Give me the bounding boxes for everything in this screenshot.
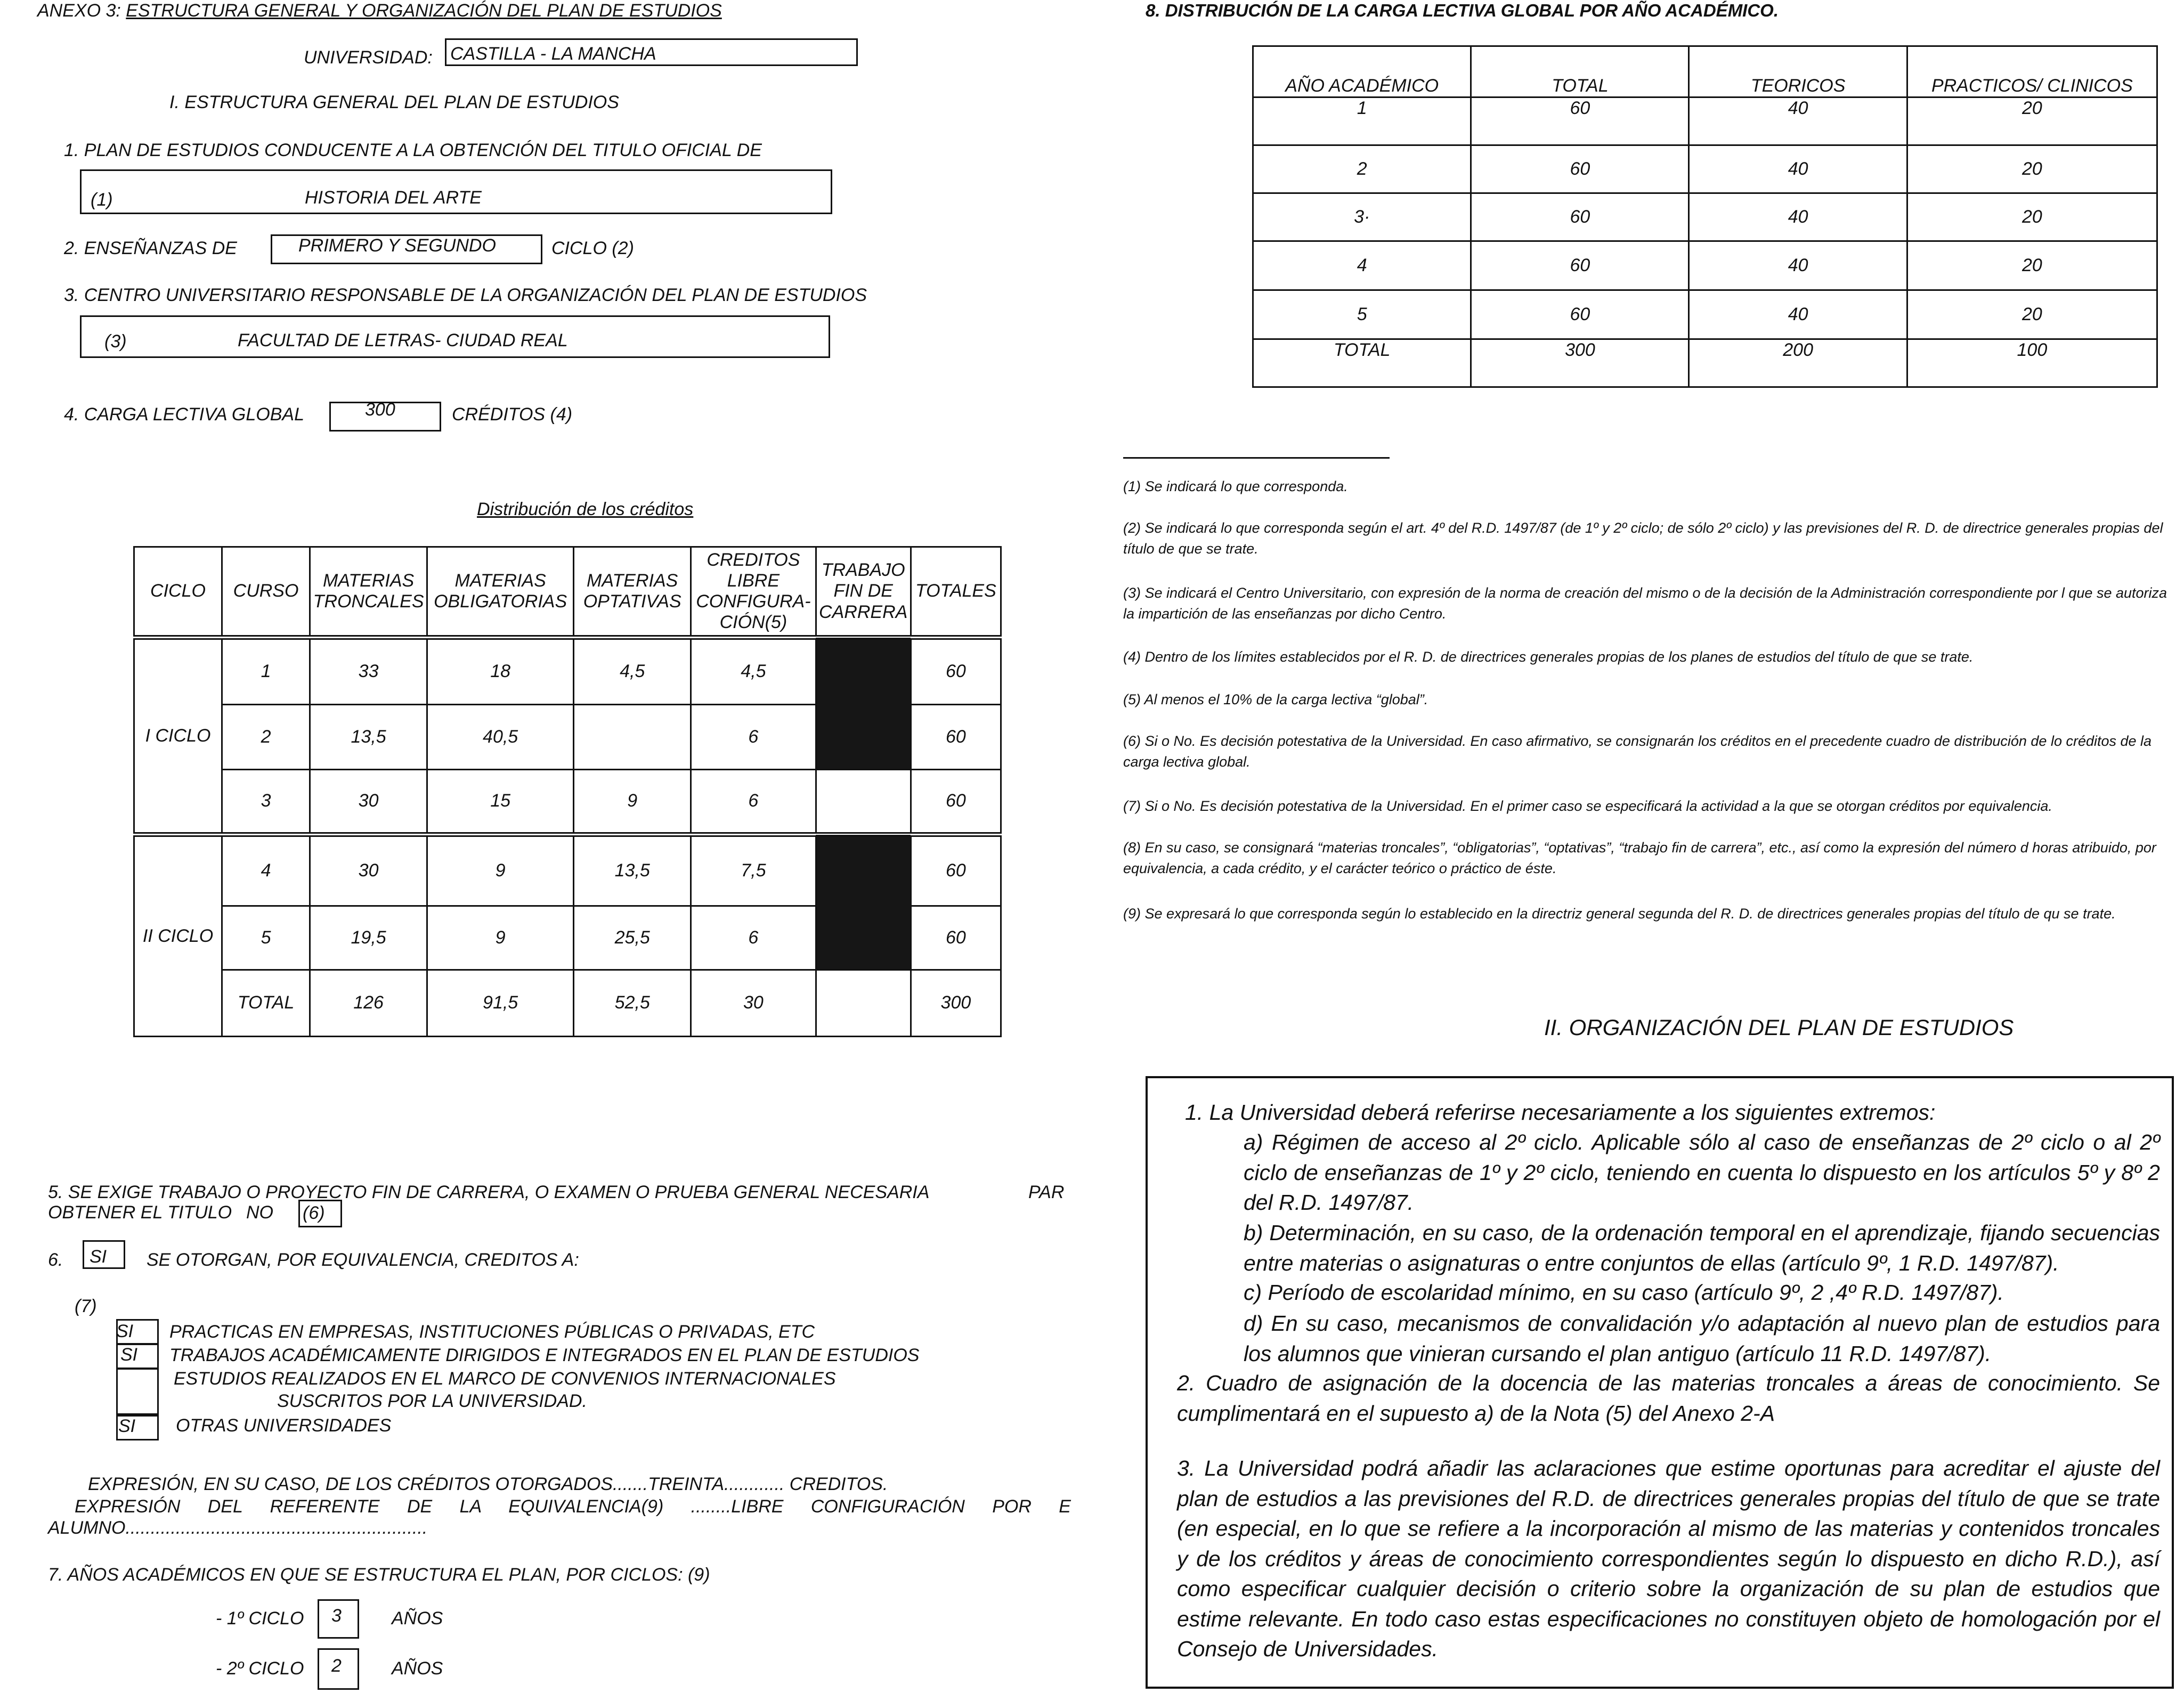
table-row bbox=[1253, 97, 2157, 145]
footnote-5: (5) Al menos el 10% de la carga lectiva “global”. bbox=[1123, 691, 1428, 707]
item1-ref: (1) bbox=[91, 190, 113, 210]
annex-heading bbox=[37, 0, 722, 22]
load-row3-total: 60 bbox=[1471, 193, 1689, 241]
org-point-a: a) Régimen de acceso al 2º ciclo. Aplicable sólo al caso de enseñanzas de 2º ciclo o al 2º ciclo de enseñanzas de 1º y 2º ciclo, teniendo en cuenta lo dispuesto en los artículos 5º y 8º 2 del R.D. 1497/87. bbox=[1244, 1130, 2160, 1215]
cycle2-years-unit: AÑOS bbox=[392, 1658, 443, 1679]
table-row bbox=[134, 835, 1001, 906]
total-obligatorias: 91,5 bbox=[427, 970, 574, 1037]
item6-number: 6. bbox=[48, 1250, 63, 1270]
distribution-title: Distribución de los créditos bbox=[477, 499, 694, 519]
load-row2-teoricos: 40 bbox=[1689, 145, 1907, 193]
item3-ref: (3) bbox=[104, 331, 127, 352]
load-row1-year: 1 bbox=[1253, 97, 1471, 145]
load-row1-total: 60 bbox=[1471, 97, 1689, 145]
total-curso: TOTAL bbox=[222, 970, 310, 1037]
load-header-teoricos: TEORICOS bbox=[1689, 46, 1907, 97]
row5-totales: 60 bbox=[911, 906, 1001, 970]
equiv-label-1: PRACTICAS EN EMPRESAS, INSTITUCIONES PÚBLICAS O PRIVADAS, ETC bbox=[169, 1322, 815, 1342]
header-obligatorias: MATERIAS OBLIGATORIAS bbox=[427, 547, 574, 638]
row3-obligatorias: 15 bbox=[427, 770, 574, 835]
org-point-b: b) Determinación, en su caso, de la ordenación temporal en el aprendizaje, fijando secuencias entre materias o asignaturas o entre conjuntos de ellas (artículo 9º, 1 R.D. 1497/87). bbox=[1244, 1220, 2160, 1275]
footnote-9: (9) Se expresará lo que corresponda según lo establecido en la directriz general segunda del R. D. de directrices generales propias del título de qu se trate. bbox=[1123, 906, 2116, 922]
footnote-6: (6) Si o No. Es decisión potestativa de la Universidad. En caso afirmativo, se consignarán los créditos en el precedente cuadro de distribución de lo créditos de la carga lectiva global. bbox=[1123, 733, 2152, 770]
expression-reference: EXPRESIÓN DEL REFERENTE DE LA EQUIVALENCIA(9) ........LIBRE CONFIGURACIÓN POR E bbox=[75, 1496, 1071, 1517]
footnote-3: (3) Se indicará el Centro Universitario, con expresión de la norma de creación del mismo o de la decisión de la Administración correspondiente por l que se autoriza la impartición de las enseñanzas por dicho Centro. bbox=[1123, 585, 2167, 622]
row3-troncales: 30 bbox=[310, 770, 427, 835]
load-row1-teoricos: 40 bbox=[1689, 97, 1907, 145]
academic-load-table bbox=[1252, 45, 2158, 388]
org-point-1: 1. La Universidad deberá referirse necesariamente a los siguientes extremos: bbox=[1185, 1100, 1936, 1125]
header-curso: CURSO bbox=[222, 547, 310, 638]
row1-totales: 60 bbox=[911, 638, 1001, 705]
header-totales: TOTALES bbox=[911, 547, 1001, 638]
load-header-practicos: PRACTICOS/ CLINICOS bbox=[1907, 46, 2157, 97]
trabajo-redacted-2 bbox=[816, 835, 911, 970]
org-point-d: d) En su caso, mecanismos de convalidación y/o adaptación al nuevo plan de estudios para los alumnos que vinieran cursando el plan antiguo (artículo 11 R.D. 1497/87). bbox=[1244, 1311, 2160, 1366]
annex-prefix: ANEXO 3: bbox=[37, 1, 121, 21]
university-label: UNIVERSIDAD: bbox=[304, 47, 433, 68]
org-point-2: 2. Cuadro de asignación de la docencia de las materias troncales a áreas de conocimiento. Se cumplimentará en el supuesto a) de la Nota (5) del Anexo 2-A bbox=[1177, 1371, 2160, 1426]
footnote-1: (1) Se indicará lo que corresponda. bbox=[1123, 478, 1348, 494]
row3-libre: 6 bbox=[691, 770, 816, 835]
annex-title: ESTRUCTURA GENERAL Y ORGANIZACIÓN DEL PLAN DE ESTUDIOS bbox=[126, 1, 722, 21]
row5-obligatorias: 9 bbox=[427, 906, 574, 970]
item6-ref: (7) bbox=[75, 1296, 97, 1316]
row3-curso: 3 bbox=[222, 770, 310, 835]
load-row4-total: 60 bbox=[1471, 241, 1689, 290]
row1-troncales: 33 bbox=[310, 638, 427, 705]
item5-line2: OBTENER EL TITULO bbox=[48, 1202, 232, 1223]
total-libre: 30 bbox=[691, 970, 816, 1037]
cycle-value: PRIMERO Y SEGUNDO bbox=[298, 235, 496, 256]
load-header-year: AÑO ACADÉMICO bbox=[1253, 46, 1471, 97]
item2-label: 2. ENSEÑANZAS DE bbox=[64, 238, 237, 258]
row1-curso: 1 bbox=[222, 638, 310, 705]
footnote-4: (4) Dentro de los límites establecidos por el R. D. de directrices generales propias de los planes de estudios del título de que se trate. bbox=[1123, 649, 1974, 665]
row4-libre: 7,5 bbox=[691, 835, 816, 906]
row4-curso: 4 bbox=[222, 835, 310, 906]
equiv-label-3: ESTUDIOS REALIZADOS EN EL MARCO DE CONVENIOS INTERNACIONALES bbox=[174, 1369, 836, 1389]
load-total-year: TOTAL bbox=[1253, 339, 1471, 387]
row2-curso: 2 bbox=[222, 705, 310, 770]
organization-box bbox=[1146, 1076, 2174, 1689]
equiv-check-2: SI bbox=[120, 1345, 138, 1365]
row2-troncales: 13,5 bbox=[310, 705, 427, 770]
footnote-7: (7) Si o No. Es decisión potestativa de la Universidad. En el primer caso se especificará la actividad a la que se otorgan créditos por equivalencia. bbox=[1123, 798, 2052, 814]
credits-distribution-table bbox=[133, 546, 1002, 1037]
degree-value: HISTORIA DEL ARTE bbox=[305, 188, 482, 208]
load-row5-year: 5 bbox=[1253, 290, 1471, 339]
row1-optativas: 4,5 bbox=[574, 638, 691, 705]
cycle1-years-label: - 1º CICLO bbox=[216, 1608, 304, 1629]
credits-value: 300 bbox=[365, 400, 395, 420]
row2-obligatorias: 40,5 bbox=[427, 705, 574, 770]
row2-libre: 6 bbox=[691, 705, 816, 770]
cycle1-years-unit: AÑOS bbox=[392, 1608, 443, 1629]
load-row5-teoricos: 40 bbox=[1689, 290, 1907, 339]
item6-value: SI bbox=[90, 1247, 107, 1267]
section1-title: I. ESTRUCTURA GENERAL DEL PLAN DE ESTUDIOS bbox=[169, 92, 619, 112]
row2-optativas bbox=[574, 705, 691, 770]
load-total-teoricos: 200 bbox=[1689, 339, 1907, 387]
table-row bbox=[134, 638, 1001, 705]
footnote-rule bbox=[1123, 457, 1390, 459]
university-value: CASTILLA - LA MANCHA bbox=[450, 44, 656, 64]
item3-label: 3. CENTRO UNIVERSITARIO RESPONSABLE DE LA ORGANIZACIÓN DEL PLAN DE ESTUDIOS bbox=[64, 285, 867, 305]
row5-troncales: 19,5 bbox=[310, 906, 427, 970]
total-totales: 300 bbox=[911, 970, 1001, 1037]
row5-curso: 5 bbox=[222, 906, 310, 970]
table-total-row bbox=[134, 970, 1001, 1037]
load-row5-practicos: 20 bbox=[1907, 290, 2157, 339]
equiv-checkbox-3 bbox=[116, 1368, 159, 1415]
header-optativas: MATERIAS OPTATIVAS bbox=[574, 547, 691, 638]
equiv-label-4: SUSCRITOS POR LA UNIVERSIDAD. bbox=[277, 1391, 587, 1411]
item5-answer: NO bbox=[246, 1202, 273, 1223]
row2-totales: 60 bbox=[911, 705, 1001, 770]
cycle-1-label: I CICLO bbox=[134, 638, 222, 835]
cycle2-years-value: 2 bbox=[331, 1656, 342, 1676]
item2-suffix: CICLO (2) bbox=[551, 238, 634, 258]
load-header-row bbox=[1253, 46, 2157, 97]
cycle1-years-value: 3 bbox=[331, 1606, 342, 1626]
row4-totales: 60 bbox=[911, 835, 1001, 906]
expression-credits: EXPRESIÓN, EN SU CASO, DE LOS CRÉDITOS OTORGADOS.......TREINTA............ CREDITOS. bbox=[88, 1474, 888, 1494]
table-row bbox=[1253, 290, 2157, 339]
row3-totales: 60 bbox=[911, 770, 1001, 835]
table-header-row bbox=[134, 547, 1001, 638]
table-row bbox=[1253, 241, 2157, 290]
cycle2-years-label: - 2º CICLO bbox=[216, 1658, 304, 1679]
header-trabajo-fin-carrera: TRABAJO FIN DE CARRERA bbox=[816, 547, 911, 638]
org-point-3: 3. La Universidad podrá añadir las aclaraciones que estime oportunas para acreditar el ajuste del plan de estudios a las previsiones del R.D. de directrices generales propias del título de que se trate (en especial, en lo que se refiere a la incorporación al mismo de las materias y contenidos troncales y de los créditos y áreas de conocimiento correspondientes según lo dispuesto en dicho R.D.), así como especificar cualquier decisión o criterio sobre la organización de su plan de estudios que estime relevante. En todo caso estas especificaciones no constituyen objeto de homologación por el Consejo de Universidades. bbox=[1177, 1456, 2160, 1662]
item5-line1: 5. SE EXIGE TRABAJO O PROYECTO FIN DE CARRERA, O EXAMEN O PRUEBA GENERAL NECESARIA bbox=[48, 1182, 930, 1202]
total-optativas: 52,5 bbox=[574, 970, 691, 1037]
load-row2-practicos: 20 bbox=[1907, 145, 2157, 193]
item1-label: 1. PLAN DE ESTUDIOS CONDUCENTE A LA OBTENCIÓN DEL TITULO OFICIAL DE bbox=[64, 140, 762, 160]
footnote-2: (2) Se indicará lo que corresponda según el art. 4º del R.D. 1497/87 (de 1º y 2º ciclo; de sólo 2º ciclo) y las previsiones del R. D. de directrice generales propias del título de que se trate. bbox=[1123, 520, 2163, 557]
load-row5-total: 60 bbox=[1471, 290, 1689, 339]
header-troncales: MATERIAS TRONCALES bbox=[310, 547, 427, 638]
expression-alumno: ALUMNO............................................................ bbox=[48, 1518, 428, 1538]
equiv-check-5: SI bbox=[118, 1416, 136, 1436]
header-libre-configuracion: CREDITOS LIBRE CONFIGURA- CIÓN(5) bbox=[691, 547, 816, 638]
load-header-total: TOTAL bbox=[1471, 46, 1689, 97]
load-row3-practicos: 20 bbox=[1907, 193, 2157, 241]
row5-optativas: 25,5 bbox=[574, 906, 691, 970]
equiv-label-5: OTRAS UNIVERSIDADES bbox=[176, 1415, 392, 1436]
table-row bbox=[1253, 193, 2157, 241]
row4-optativas: 13,5 bbox=[574, 835, 691, 906]
load-total-practicos: 100 bbox=[1907, 339, 2157, 387]
table-row bbox=[1253, 145, 2157, 193]
trabajo-redacted-1 bbox=[816, 638, 911, 770]
load-row2-year: 2 bbox=[1253, 145, 1471, 193]
footnote-8: (8) En su caso, se consignará “materias troncales”, “obligatorias”, “optativas”, “trabajo fin de carrera”, etc., así como la expresión del número d horas atribuido, por equivalencia, a cada crédito, y el carácter teórico o práctico de éste. bbox=[1123, 840, 2156, 877]
item5-par: PAR bbox=[1028, 1182, 1065, 1202]
org-point-c: c) Período de escolaridad mínimo, en su caso (artículo 9º, 2 ,4º R.D. 1497/87). bbox=[1244, 1280, 2004, 1305]
row3-trabajo bbox=[816, 770, 911, 835]
total-trabajo bbox=[816, 970, 911, 1037]
item4-suffix: CRÉDITOS (4) bbox=[452, 404, 573, 425]
item6-text: SE OTORGAN, POR EQUIVALENCIA, CREDITOS A: bbox=[147, 1250, 579, 1270]
total-troncales: 126 bbox=[310, 970, 427, 1037]
load-total-total: 300 bbox=[1471, 339, 1689, 387]
equiv-label-2: TRABAJOS ACADÉMICAMENTE DIRIGIDOS E INTEGRADOS EN EL PLAN DE ESTUDIOS bbox=[169, 1345, 920, 1365]
cycle-2-label: II CICLO bbox=[134, 835, 222, 1037]
header-ciclo: CICLO bbox=[134, 547, 222, 638]
load-total-row bbox=[1253, 339, 2157, 387]
row3-optativas: 9 bbox=[574, 770, 691, 835]
load-row4-year: 4 bbox=[1253, 241, 1471, 290]
row5-libre: 6 bbox=[691, 906, 816, 970]
load-row3-teoricos: 40 bbox=[1689, 193, 1907, 241]
center-value: FACULTAD DE LETRAS- CIUDAD REAL bbox=[238, 330, 568, 351]
row1-libre: 4,5 bbox=[691, 638, 816, 705]
table-row bbox=[134, 770, 1001, 835]
load-row3-year: 3· bbox=[1253, 193, 1471, 241]
item7-label: 7. AÑOS ACADÉMICOS EN QUE SE ESTRUCTURA EL PLAN, POR CICLOS: (9) bbox=[48, 1565, 710, 1585]
section2-title: II. ORGANIZACIÓN DEL PLAN DE ESTUDIOS bbox=[1544, 1015, 2014, 1040]
row4-troncales: 30 bbox=[310, 835, 427, 906]
load-row4-teoricos: 40 bbox=[1689, 241, 1907, 290]
load-row1-practicos: 20 bbox=[1907, 97, 2157, 145]
row4-obligatorias: 9 bbox=[427, 835, 574, 906]
equiv-check-1: SI bbox=[116, 1321, 134, 1341]
load-row2-total: 60 bbox=[1471, 145, 1689, 193]
item5-ref: (6) bbox=[303, 1203, 325, 1223]
item4-label: 4. CARGA LECTIVA GLOBAL bbox=[64, 404, 304, 425]
row1-obligatorias: 18 bbox=[427, 638, 574, 705]
item8-label: 8. DISTRIBUCIÓN DE LA CARGA LECTIVA GLOBAL POR AÑO ACADÉMICO. bbox=[1146, 1, 1779, 20]
load-row4-practicos: 20 bbox=[1907, 241, 2157, 290]
